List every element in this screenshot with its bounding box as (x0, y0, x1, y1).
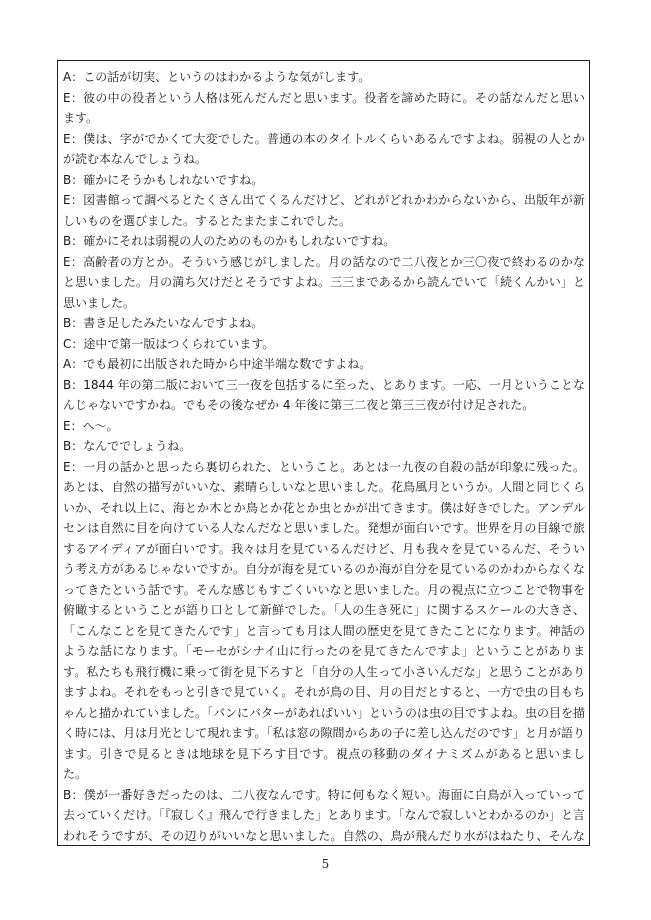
paragraph: B：確かにそれは弱視の人のためのものかもしれないですね。 (63, 234, 396, 248)
text-frame (57, 60, 590, 846)
paragraph: E：図書館って調べるとたくさん出てくるんだけど、どれがどれかわからないから、出版年が新しいものを選びました。するとたまたまこれでした。 (63, 193, 585, 228)
paragraph: B：確かにそうかもしれないですね。 (63, 172, 264, 187)
paragraph: B：1844 年の第二版において三一夜を包括するに至った、とあります。一応、一月ということなんじゃないですかね。でもその後なぜか 4 年後に第三二夜と第三三夜が付け足された。 (63, 377, 585, 412)
page-number: 5 (321, 857, 330, 871)
paragraph: E：僕は、字がでかくて大変でした。普通の本のタイトルくらいあるんですよね。弱視の人とかが読む本なんでしょうね。 (63, 131, 585, 166)
paragraph: B：僕が一番好きだったのは、二八夜なんです。特に何もなく短い。海面に白鳥が入っていって去っていくだけ。「『寂しく』飛んで行きました」とあります。「なんで寂しいとわかるのか」と言われそうですが、その辺りがいいなと思いました。自然の、鳥が飛んだり水がはねたり、そんな (63, 787, 585, 843)
paragraph: E：高齢者の方とか。そういう感じがしました。月の話なので二八夜とか三〇夜で終わるのかなと思いました。月の満ち欠けだとそうですよね。三三まであるから読んでいて「続くんかい」と思いました。 (63, 254, 585, 310)
paragraph: B：書き足したみたいなんですよね。 (63, 316, 264, 330)
paragraph: A：でも最初に出版された時から中途半端な数ですよね。 (63, 357, 372, 371)
paragraph: E：一月の話かと思ったら裏切られた、ということ。あとは一九夜の自殺の話が印象に残った。あとは、自然の描写がいいな、素晴らしいなと思いました。花鳥風月というか。人間と同じくらいか、それ以上に、海とか木とか鳥とか花とか虫とかが出てきます。僕は好きでした。アンデルセンは自然に目を向けている人なんだなと思いました。発想が面白いです。世界を月の目線で旅するアイディアが面白いです。我々は月を見ているんだけど、月も我々を見ているんだ、そういう考え方があるじゃないですか。自分が海を見ているのか海が自分を見ているのかわからなくなってきたという話です。そんな感じもすごくいいなと思いました。月の視点に立つことで物事を俯瞰するということが語り口として新鮮でした。「人の生き死に」に関するスケールの大きさ、「こんなことを見てきたんです」と言っても月は人間の歴史を見てきたことになります。神話のような話になります。「モーセがシナイ山に行ったのを見てきたんですよ」ということがあります。私たちも飛行機に乗って街を見下ろすと「自分の人生って小さいんだな」と思うことがありますよね。それをもっと引きで見ていく。それが鳥の目、月の目だとすると、一方で虫の目もちゃんと描かれていました。「パンにバターがあればいい」というのは虫の目ですよね。虫の目を描く時には、月は月光として現れます。「私は窓の隙間からあの子に差し込んだのです」と月が語ります。引きで見るときは地球を見下ろす目です。視点の移動のダイナミズムがあると思いました。 (63, 459, 586, 781)
paragraph: A：この話が切実、というのはわかるような気がします。 (63, 70, 371, 84)
paragraph: E：へ〜。 (63, 418, 119, 433)
paragraph: E：彼の中の役者という人格は死んだんだと思います。役者を諦めた時に。その話なんだと思います。 (63, 90, 585, 125)
paragraph: C：途中で第一版はつくられています。 (63, 336, 275, 351)
paragraph: B：なんででしょうね。 (63, 439, 192, 453)
